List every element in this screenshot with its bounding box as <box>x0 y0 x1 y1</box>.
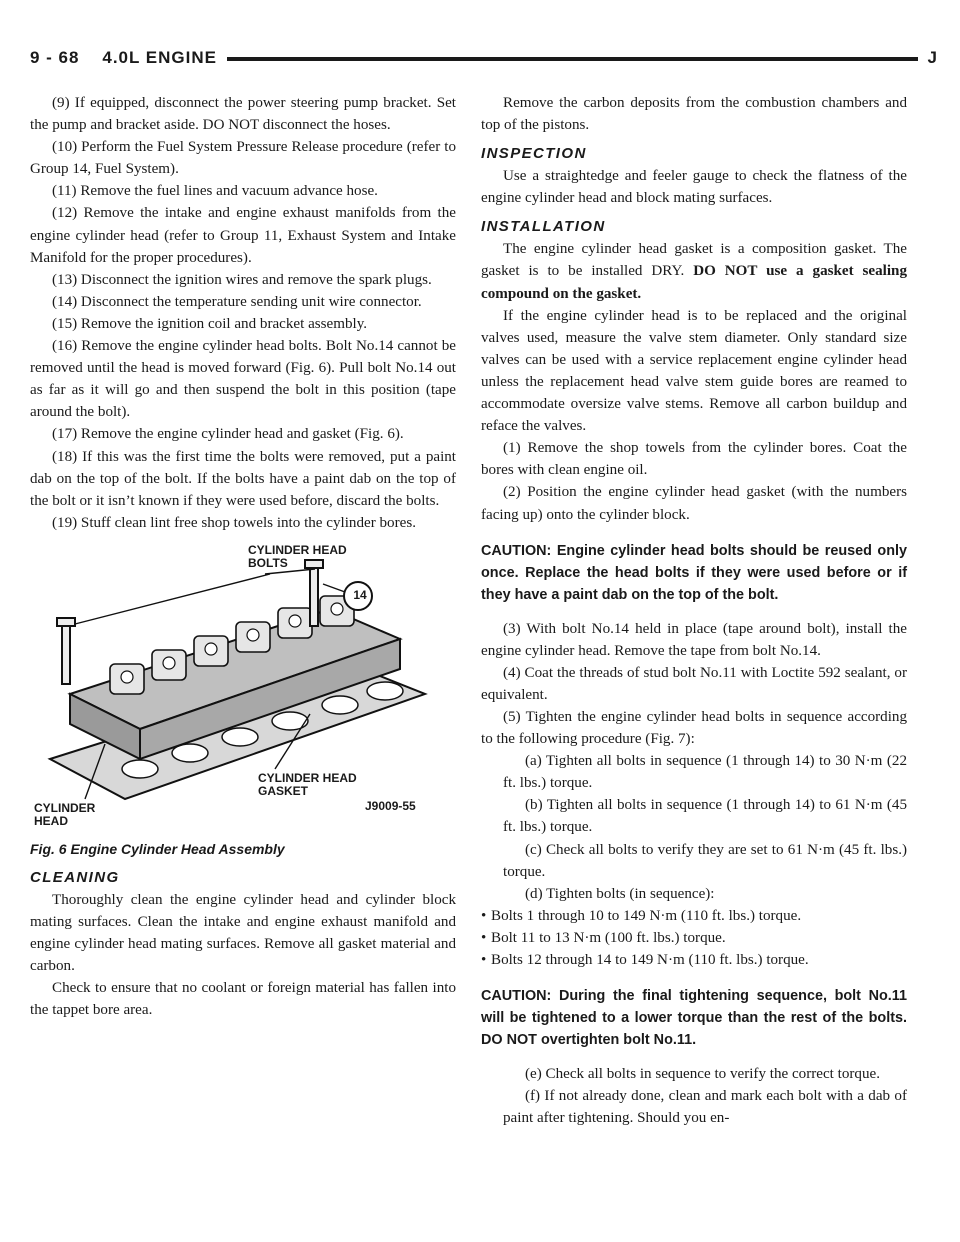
step-12: (12) Remove the intake and engine exhaust manifolds from the engine cylinder head (refer to Group 11, Exhaust System and Intake Manifold for the proper procedures). <box>30 205 456 266</box>
step-11: (11) Remove the fuel lines and vacuum advance hose. <box>52 183 378 200</box>
figure-cylinder-head <box>30 544 456 834</box>
figure-id: J9009-55 <box>365 798 416 813</box>
step-18: (18) If this was the first time the bolts were removed, put a paint dab on the top of the bolt. If the bolts have a paint dab on the top of the bolt or it isn’t known if they were used before, discard the bolts. <box>30 448 456 509</box>
install-step-3: (3) With bolt No.14 held in place (tape around bolt), install the engine cylinder head. Remove the tape from bolt No.14. <box>481 620 907 659</box>
step-15: (15) Remove the ignition coil and bracket assembly. <box>52 315 368 332</box>
caution-reuse-bolts: CAUTION: Engine cylinder head bolts should be reused only once. Replace the head bolts if they were used before or if they have a paint dab on the top of the bolt. <box>481 542 907 603</box>
install-step-4: (4) Coat the threads of stud bolt No.11 with Loctite 592 sealant, or equivalent. <box>481 664 907 703</box>
torque-step-c: (c) Check all bolts to verify they are set to 61 N·m (45 ft. lbs.) torque. <box>503 841 907 880</box>
torque-bullet-1 <box>481 905 907 927</box>
no-sealant-warning: DO NOT use a gasket sealing compound on the gasket. <box>481 263 907 302</box>
torque-bullet-3 <box>481 949 907 971</box>
right-column <box>481 92 907 1129</box>
installation-paragraph-1 <box>481 238 907 304</box>
install-step-5: (5) Tighten the engine cylinder head bolts in sequence according to the following procedure (Fig. 7): <box>481 708 907 748</box>
torque-step-a: (a) Tighten all bolts in sequence (1 through 14) to 30 N·m (22 ft. lbs.) torque. <box>503 753 907 792</box>
bullet-glyph: • <box>481 929 487 946</box>
caution-bolt-11: CAUTION: During the final tightening sequence, bolt No.11 will be tightened to a lower torque than the rest of the bolts. DO NOT overtighten bolt No.11. <box>481 988 907 1049</box>
cleaning-paragraph-2: Check to ensure that no coolant or foreign material has fallen into the tappet bore area. <box>30 980 456 1019</box>
page-number-section: 9 - 68 4.0L ENGINE <box>30 48 227 68</box>
inspection-heading: INSPECTION <box>481 145 587 163</box>
install-step-2: (2) Position the engine cylinder head gasket (with the numbers facing up) onto the cylinder block. <box>481 484 907 523</box>
callout-cylinder-head-bolts: CYLINDER HEAD BOLTS <box>248 542 347 570</box>
left-column <box>30 92 456 1022</box>
callout-cylinder-head: CYLINDER HEAD <box>34 800 96 828</box>
torque-bullet-text: Bolts 1 through 10 to 149 N·m (110 ft. lbs.) torque. <box>491 907 802 924</box>
header-letter: J <box>918 48 937 68</box>
installation-paragraph-2: If the engine cylinder head is to be replaced and the original valves used, measure the valve stem diameter. Only standard size valves can be used with a service replacement engine cylinder head unless the replacement head valve stem guide bores are reamed to accommodate oversize valve stems. Remove all carbon buildup and reface the valves. <box>481 307 907 435</box>
bullet-glyph: • <box>481 907 487 924</box>
step-14: (14) Disconnect the temperature sending unit wire connector. <box>52 293 422 310</box>
step-10: (10) Perform the Fuel System Pressure Release procedure (refer to Group 14, Fuel System). <box>30 139 456 178</box>
torque-bullet-text: Bolt 11 to 13 N·m (100 ft. lbs.) torque. <box>491 929 726 946</box>
step-19: (19) Stuff clean lint free shop towels into the cylinder bores. <box>52 514 416 531</box>
torque-step-f: (f) If not already done, clean and mark each bolt with a dab of paint after tightening. Should you en- <box>503 1088 907 1127</box>
carbon-removal-text: Remove the carbon deposits from the combustion chambers and top of the pistons. <box>481 95 907 134</box>
install-step-1: (1) Remove the shop towels from the cylinder bores. Coat the bores with clean engine oil. <box>481 440 907 479</box>
installation-heading: INSTALLATION <box>481 218 606 236</box>
step-17: (17) Remove the engine cylinder head and gasket (Fig. 6). <box>52 426 404 443</box>
torque-bullet-2 <box>481 927 907 949</box>
step-13: (13) Disconnect the ignition wires and remove the spark plugs. <box>52 271 432 288</box>
torque-step-b: (b) Tighten all bolts in sequence (1 through 14) to 61 N·m (45 ft. lbs.) torque. <box>503 797 907 836</box>
cleaning-paragraph-1: Thoroughly clean the engine cylinder head and cylinder block mating surfaces. Clean the intake and engine exhaust manifold and engine cylinder head mating surfaces. Remove all gasket material and carbon. <box>30 891 456 975</box>
callout-bolt-14: 14 <box>353 587 367 602</box>
step-9: (9) If equipped, disconnect the power steering pump bracket. Set the pump and bracket aside. DO NOT disconnect the hoses. <box>30 95 456 134</box>
inspection-text: Use a straightedge and feeler gauge to check the flatness of the engine cylinder head and block mating surfaces. <box>481 168 907 207</box>
figure-caption: Fig. 6 Engine Cylinder Head Assembly <box>30 840 285 857</box>
torque-bullet-text: Bolts 12 through 14 to 149 N·m (110 ft. lbs.) torque. <box>491 952 809 968</box>
callout-cylinder-head-gasket: CYLINDER HEAD GASKET <box>258 770 357 798</box>
torque-step-d: (d) Tighten bolts (in sequence): <box>525 885 715 902</box>
torque-step-e: (e) Check all bolts in sequence to verify the correct torque. <box>525 1066 880 1083</box>
bullet-glyph: • <box>481 952 487 968</box>
page-header <box>30 46 937 76</box>
cleaning-heading: CLEANING <box>30 868 120 886</box>
step-16: (16) Remove the engine cylinder head bolts. Bolt No.14 cannot be removed until the head is moved forward (Fig. 6). Pull bolt No.14 out as far as it will go and then suspend the bolt in this position (tape around the bolt). <box>30 338 456 421</box>
gasket-dry-text: The engine cylinder head gasket is a composition gasket. The gasket is to be installed DRY. <box>481 241 907 280</box>
cylinder-head-illustration <box>30 544 456 834</box>
